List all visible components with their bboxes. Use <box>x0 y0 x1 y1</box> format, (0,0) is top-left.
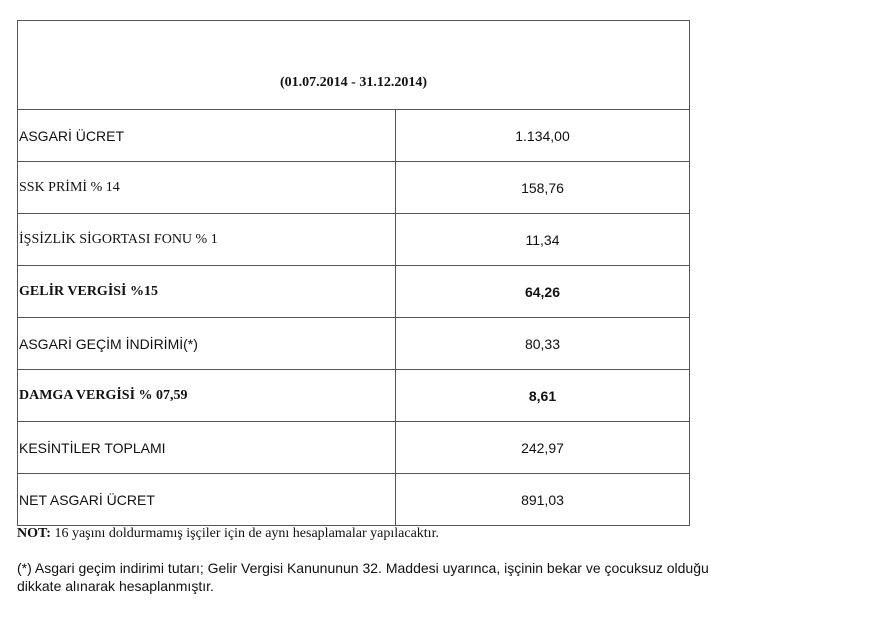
row-label: İŞSİZLİK SİGORTASI FONU % 1 <box>18 214 396 266</box>
row-label: DAMGA VERGİSİ % 07,59 <box>18 370 396 422</box>
table-row <box>18 214 690 266</box>
table-header-row <box>18 21 690 110</box>
note-text: 16 yaşını doldurmamış işçiler için de aynı hesaplamalar yapılacaktır. <box>50 526 439 541</box>
row-value: 64,26 <box>396 266 690 318</box>
table-row <box>18 266 690 318</box>
row-label: ASGARİ ÜCRET <box>18 110 396 162</box>
footnote-paragraph: (*) Asgari geçim indirimi tutarı; Gelir Vergisi Kanununun 32. Maddesi uyarınca, işçinin bekar ve çocuksuz olduğu dikkate alınarak hesaplanmıştır. <box>17 560 709 594</box>
row-value: 891,03 <box>396 474 690 526</box>
table-row <box>18 422 690 474</box>
note-paragraph <box>17 525 717 543</box>
row-value: 8,61 <box>396 370 690 422</box>
row-value: 11,34 <box>396 214 690 266</box>
note-label: NOT: <box>17 526 51 541</box>
row-value: 80,33 <box>396 318 690 370</box>
row-label: GELİR VERGİSİ %15 <box>18 266 396 318</box>
row-value: 1.134,00 <box>396 110 690 162</box>
row-label: SSK PRİMİ % 14 <box>18 162 396 214</box>
table-row <box>18 370 690 422</box>
row-value: 242,97 <box>396 422 690 474</box>
wage-table <box>17 20 690 526</box>
table-row <box>18 110 690 162</box>
row-label: NET ASGARİ ÜCRET <box>18 474 396 526</box>
period-header: (01.07.2014 - 31.12.2014) <box>18 21 690 110</box>
row-value: 158,76 <box>396 162 690 214</box>
row-label: KESİNTİLER TOPLAMI <box>18 422 396 474</box>
table-row <box>18 474 690 526</box>
row-label: ASGARİ GEÇİM İNDİRİMİ(*) <box>18 318 396 370</box>
table-row <box>18 162 690 214</box>
table-row <box>18 318 690 370</box>
